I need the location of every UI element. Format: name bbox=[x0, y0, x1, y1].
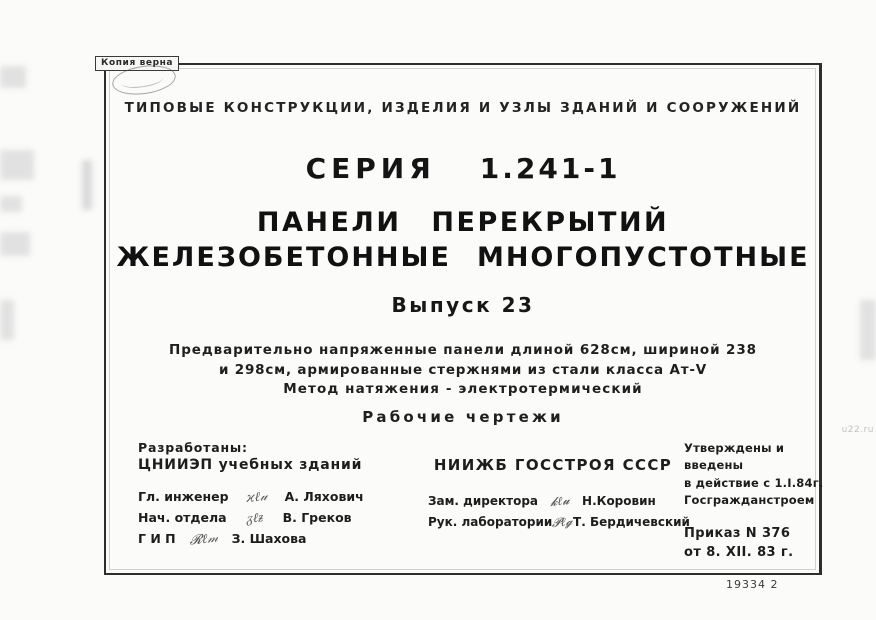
approval-line-2: в действие с 1.I.84г. bbox=[684, 475, 824, 490]
handwritten-signature-mark: ᵹℓᵶ bbox=[246, 510, 263, 527]
title-word-paneli: ПАНЕЛИ bbox=[256, 207, 402, 238]
title-block-content bbox=[112, 70, 824, 568]
handwritten-signature-mark: 𝓡ℓ𝓂 bbox=[189, 530, 218, 549]
scan-smudge bbox=[0, 66, 26, 88]
handwritten-signature-mark: 𝓴ℓ𝓾 bbox=[550, 492, 570, 510]
scan-smudge bbox=[0, 300, 14, 340]
signature-role: Гл. инженер bbox=[138, 489, 229, 504]
signature-role: Нач. отдела bbox=[138, 510, 227, 525]
order-text bbox=[684, 525, 834, 563]
description-line-4: Рабочие чертежи bbox=[362, 407, 564, 426]
series-line bbox=[112, 152, 814, 185]
scan-smudge bbox=[82, 160, 92, 210]
description-line-1: Предварительно напряженные панели длиной 628см, шириной 238 bbox=[169, 342, 757, 358]
title-word-mnogopustotnye: МНОГОПУСТОТНЫЕ bbox=[476, 242, 810, 273]
signature-name: В. Греков bbox=[282, 510, 352, 525]
series-label: СЕРИЯ bbox=[305, 152, 436, 185]
signature-name: Н.Коровин bbox=[582, 494, 656, 508]
signature-row bbox=[138, 531, 388, 552]
institute-signatures bbox=[428, 492, 690, 536]
approval-line-1: Утверждены и введены bbox=[684, 441, 785, 473]
document-title-line-1 bbox=[112, 207, 814, 238]
approval-text bbox=[684, 440, 834, 509]
scan-smudge bbox=[0, 150, 34, 180]
developers-column bbox=[138, 440, 388, 552]
document-title-line-2 bbox=[112, 242, 814, 273]
issue-number: Выпуск 23 bbox=[391, 293, 535, 317]
title-word-zhelezobetonnye: ЖЕЛЕЗОБЕТОННЫЕ bbox=[116, 242, 451, 273]
developers-organization: ЦНИИЭП учебных зданий bbox=[138, 457, 363, 473]
institute-organization: НИИЖБ ГОССТРОЯ СССР bbox=[433, 456, 673, 474]
title-word-perekrytiy: ПЕРЕКРЫТИЙ bbox=[431, 207, 670, 238]
approval-column bbox=[684, 440, 834, 563]
page-code: 19334 2 bbox=[726, 578, 779, 591]
developers-heading: Разработаны: bbox=[138, 440, 248, 455]
handwritten-signature-mark: ϰℓ𝓊 bbox=[246, 488, 267, 507]
signature-name: А. Ляхович bbox=[284, 489, 364, 504]
scan-smudge bbox=[0, 232, 30, 256]
signature-name: Т. Бердичевский bbox=[573, 515, 690, 529]
header-line: ТИПОВЫЕ КОНСТРУКЦИИ, ИЗДЕЛИЯ И УЗЛЫ ЗДАНИЙ И СООРУЖЕНИЙ bbox=[124, 100, 802, 116]
approval-line-3: Госгражданстроем bbox=[684, 492, 815, 507]
signature-area bbox=[128, 440, 824, 568]
signature-role: Зам. директора bbox=[428, 494, 539, 508]
watermark-text: u22.ru bbox=[841, 425, 874, 435]
signature-role: Рук. лаборатории bbox=[428, 515, 553, 529]
scan-smudge bbox=[0, 196, 22, 212]
description-line-3: Метод натяжения - электротермический bbox=[283, 381, 643, 398]
scan-smudge bbox=[860, 300, 876, 360]
institute-column bbox=[428, 440, 690, 536]
copy-certified-stamp: Копия верна bbox=[95, 56, 179, 71]
handwritten-signature-mark: 𝓟ℓ𝓰 bbox=[552, 513, 573, 531]
signature-row bbox=[428, 513, 690, 536]
developers-signatures bbox=[138, 489, 388, 552]
order-date: от 8. XII. 83 г. bbox=[684, 544, 794, 560]
description-block bbox=[112, 341, 814, 428]
signature-row bbox=[138, 489, 388, 510]
description-line-2: и 298см, армированные стержнями из стали класса Ат-V bbox=[219, 361, 707, 378]
signature-row bbox=[428, 494, 678, 515]
order-number: Приказ N 376 bbox=[684, 526, 791, 541]
signature-row bbox=[138, 510, 388, 531]
series-number: 1.241-1 bbox=[479, 152, 621, 185]
signature-role: Г И П bbox=[138, 531, 176, 546]
signature-name: З. Шахова bbox=[231, 531, 307, 546]
